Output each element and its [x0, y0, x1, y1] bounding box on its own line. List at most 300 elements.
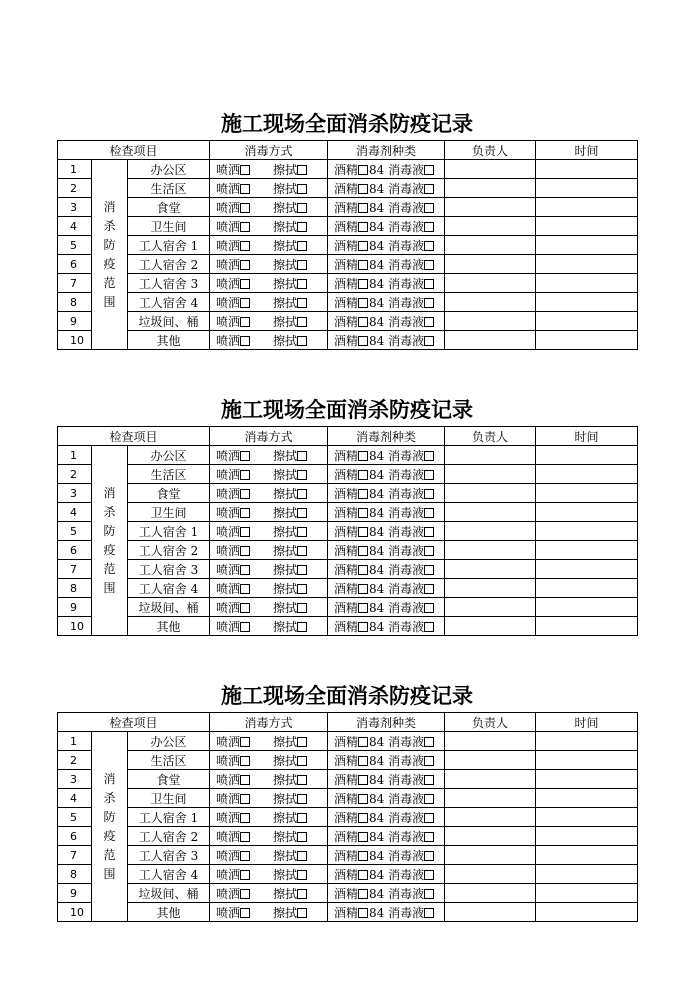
spray-checkbox[interactable] [240, 584, 250, 594]
spray-checkbox[interactable] [240, 508, 250, 518]
spray-checkbox[interactable] [240, 298, 250, 308]
wipe-label: 擦拭 [273, 619, 298, 634]
record-title: 施工现场全面消杀防疫记录 [221, 397, 473, 422]
row-number: 5 [58, 522, 92, 541]
spray-checkbox[interactable] [240, 203, 250, 213]
header-agent: 消毒剂种类 [328, 141, 445, 160]
disinfectant-checkbox[interactable] [424, 832, 434, 842]
disinfectant-checkbox[interactable] [424, 870, 434, 880]
area-name: 垃圾间、桶 [128, 884, 210, 903]
method-options [210, 312, 328, 331]
row-number: 2 [58, 465, 92, 484]
agent-options [328, 236, 445, 255]
wipe-checkbox[interactable] [297, 889, 307, 899]
time-field[interactable] [536, 274, 638, 293]
row-number: 6 [58, 541, 92, 560]
time-field[interactable] [536, 732, 638, 751]
spray-checkbox[interactable] [240, 451, 250, 461]
alcohol-checkbox[interactable] [358, 603, 368, 613]
alcohol-checkbox[interactable] [358, 813, 368, 823]
wipe-checkbox[interactable] [297, 603, 307, 613]
time-field[interactable] [536, 884, 638, 903]
agent-options [328, 770, 445, 789]
table-row [58, 198, 638, 217]
wipe-checkbox[interactable] [297, 622, 307, 632]
table-row [58, 255, 638, 274]
method-options [210, 484, 328, 503]
alcohol-checkbox[interactable] [358, 622, 368, 632]
disinfectant-checkbox[interactable] [424, 222, 434, 232]
wipe-checkbox[interactable] [297, 527, 307, 537]
disinfectant-checkbox[interactable] [424, 470, 434, 480]
area-name: 工人宿舍 4 [128, 579, 210, 598]
area-name: 工人宿舍 2 [128, 255, 210, 274]
time-field[interactable] [536, 522, 638, 541]
wipe-checkbox[interactable] [297, 451, 307, 461]
disinfectant-label: 84 消毒液 [369, 848, 425, 863]
person-field[interactable] [445, 446, 536, 465]
alcohol-checkbox[interactable] [358, 756, 368, 766]
alcohol-checkbox[interactable] [358, 489, 368, 499]
alcohol-checkbox[interactable] [358, 203, 368, 213]
wipe-checkbox[interactable] [297, 813, 307, 823]
alcohol-label: 酒精 [334, 772, 359, 787]
alcohol-label: 酒精 [334, 734, 359, 749]
disinfectant-checkbox[interactable] [424, 527, 434, 537]
alcohol-checkbox[interactable] [358, 908, 368, 918]
time-field[interactable] [536, 827, 638, 846]
method-options [210, 789, 328, 808]
table-row [58, 903, 638, 922]
disinfectant-label: 84 消毒液 [369, 600, 425, 615]
disinfectant-label: 84 消毒液 [369, 791, 425, 806]
alcohol-checkbox[interactable] [358, 184, 368, 194]
row-number: 6 [58, 255, 92, 274]
wipe-label: 擦拭 [273, 543, 298, 558]
person-field[interactable] [445, 331, 536, 350]
time-field[interactable] [536, 598, 638, 617]
agent-options [328, 846, 445, 865]
alcohol-checkbox[interactable] [358, 775, 368, 785]
row-number: 4 [58, 789, 92, 808]
method-options [210, 846, 328, 865]
alcohol-checkbox[interactable] [358, 508, 368, 518]
table-row [58, 465, 638, 484]
spray-label: 喷洒 [216, 848, 241, 863]
wipe-checkbox[interactable] [297, 222, 307, 232]
person-field[interactable] [445, 198, 536, 217]
disinfectant-checkbox[interactable] [424, 336, 434, 346]
agent-options [328, 827, 445, 846]
alcohol-label: 酒精 [334, 448, 359, 463]
person-field[interactable] [445, 751, 536, 770]
alcohol-checkbox[interactable] [358, 260, 368, 270]
person-field[interactable] [445, 732, 536, 751]
alcohol-checkbox[interactable] [358, 298, 368, 308]
method-options [210, 884, 328, 903]
wipe-label: 擦拭 [273, 753, 298, 768]
time-field[interactable] [536, 808, 638, 827]
method-options [210, 465, 328, 484]
disinfectant-label: 84 消毒液 [369, 867, 425, 882]
person-field[interactable] [445, 255, 536, 274]
alcohol-label: 酒精 [334, 314, 359, 329]
spray-checkbox[interactable] [240, 546, 250, 556]
disinfectant-label: 84 消毒液 [369, 810, 425, 825]
disinfectant-label: 84 消毒液 [369, 619, 425, 634]
spray-checkbox[interactable] [240, 737, 250, 747]
row-number: 7 [58, 846, 92, 865]
spray-checkbox[interactable] [240, 489, 250, 499]
spray-checkbox[interactable] [240, 756, 250, 766]
agent-options [328, 598, 445, 617]
alcohol-checkbox[interactable] [358, 451, 368, 461]
time-field[interactable] [536, 503, 638, 522]
person-field[interactable] [445, 827, 536, 846]
spray-checkbox[interactable] [240, 565, 250, 575]
area-name: 卫生间 [128, 503, 210, 522]
alcohol-checkbox[interactable] [358, 737, 368, 747]
alcohol-label: 酒精 [334, 162, 359, 177]
spray-checkbox[interactable] [240, 870, 250, 880]
person-field[interactable] [445, 160, 536, 179]
spray-checkbox[interactable] [240, 603, 250, 613]
wipe-checkbox[interactable] [297, 908, 307, 918]
spray-label: 喷洒 [216, 543, 241, 558]
disinfectant-label: 84 消毒液 [369, 314, 425, 329]
agent-options [328, 312, 445, 331]
time-field[interactable] [536, 179, 638, 198]
time-field[interactable] [536, 865, 638, 884]
person-field[interactable] [445, 598, 536, 617]
wipe-checkbox[interactable] [297, 546, 307, 556]
wipe-checkbox[interactable] [297, 241, 307, 251]
wipe-checkbox[interactable] [297, 470, 307, 480]
wipe-label: 擦拭 [273, 181, 298, 196]
disinfectant-label: 84 消毒液 [369, 181, 425, 196]
method-options [210, 522, 328, 541]
header-row [58, 141, 638, 160]
person-field[interactable] [445, 541, 536, 560]
spray-checkbox[interactable] [240, 889, 250, 899]
method-options [210, 617, 328, 636]
wipe-checkbox[interactable] [297, 336, 307, 346]
wipe-checkbox[interactable] [297, 737, 307, 747]
wipe-checkbox[interactable] [297, 775, 307, 785]
spray-checkbox[interactable] [240, 317, 250, 327]
person-field[interactable] [445, 236, 536, 255]
person-field[interactable] [445, 484, 536, 503]
wipe-label: 擦拭 [273, 886, 298, 901]
person-field[interactable] [445, 312, 536, 331]
disinfectant-checkbox[interactable] [424, 298, 434, 308]
spray-label: 喷洒 [216, 486, 241, 501]
spray-checkbox[interactable] [240, 260, 250, 270]
wipe-checkbox[interactable] [297, 756, 307, 766]
wipe-label: 擦拭 [273, 524, 298, 539]
alcohol-checkbox[interactable] [358, 165, 368, 175]
disinfectant-checkbox[interactable] [424, 775, 434, 785]
alcohol-checkbox[interactable] [358, 527, 368, 537]
table-row [58, 484, 638, 503]
disinfectant-checkbox[interactable] [424, 279, 434, 289]
time-field[interactable] [536, 465, 638, 484]
wipe-checkbox[interactable] [297, 298, 307, 308]
agent-options [328, 446, 445, 465]
alcohol-label: 酒精 [334, 619, 359, 634]
area-name: 生活区 [128, 465, 210, 484]
time-field[interactable] [536, 312, 638, 331]
alcohol-checkbox[interactable] [358, 546, 368, 556]
alcohol-label: 酒精 [334, 886, 359, 901]
alcohol-checkbox[interactable] [358, 336, 368, 346]
spray-checkbox[interactable] [240, 222, 250, 232]
disinfectant-checkbox[interactable] [424, 508, 434, 518]
spray-checkbox[interactable] [240, 470, 250, 480]
disinfectant-checkbox[interactable] [424, 584, 434, 594]
time-field[interactable] [536, 217, 638, 236]
person-field[interactable] [445, 503, 536, 522]
agent-options [328, 560, 445, 579]
person-field[interactable] [445, 217, 536, 236]
method-options [210, 446, 328, 465]
spray-checkbox[interactable] [240, 851, 250, 861]
table-row [58, 617, 638, 636]
alcohol-label: 酒精 [334, 848, 359, 863]
spray-label: 喷洒 [216, 162, 241, 177]
wipe-label: 擦拭 [273, 772, 298, 787]
disinfectant-label: 84 消毒液 [369, 295, 425, 310]
spray-checkbox[interactable] [240, 813, 250, 823]
spray-label: 喷洒 [216, 753, 241, 768]
time-field[interactable] [536, 198, 638, 217]
area-name: 工人宿舍 3 [128, 274, 210, 293]
time-field[interactable] [536, 331, 638, 350]
wipe-checkbox[interactable] [297, 565, 307, 575]
agent-options [328, 274, 445, 293]
spray-checkbox[interactable] [240, 241, 250, 251]
spray-label: 喷洒 [216, 886, 241, 901]
row-number: 3 [58, 198, 92, 217]
person-field[interactable] [445, 808, 536, 827]
spray-label: 喷洒 [216, 333, 241, 348]
area-name: 卫生间 [128, 789, 210, 808]
row-number: 3 [58, 770, 92, 789]
disinfectant-checkbox[interactable] [424, 737, 434, 747]
disinfectant-label: 84 消毒液 [369, 276, 425, 291]
spray-checkbox[interactable] [240, 165, 250, 175]
spray-checkbox[interactable] [240, 775, 250, 785]
person-field[interactable] [445, 770, 536, 789]
time-field[interactable] [536, 770, 638, 789]
alcohol-checkbox[interactable] [358, 279, 368, 289]
alcohol-checkbox[interactable] [358, 889, 368, 899]
wipe-checkbox[interactable] [297, 260, 307, 270]
method-options [210, 827, 328, 846]
disinfectant-checkbox[interactable] [424, 317, 434, 327]
disinfectant-checkbox[interactable] [424, 165, 434, 175]
wipe-checkbox[interactable] [297, 832, 307, 842]
area-name: 工人宿舍 4 [128, 293, 210, 312]
disinfectant-checkbox[interactable] [424, 851, 434, 861]
time-field[interactable] [536, 751, 638, 770]
method-options [210, 255, 328, 274]
wipe-checkbox[interactable] [297, 489, 307, 499]
disinfectant-checkbox[interactable] [424, 794, 434, 804]
alcohol-checkbox[interactable] [358, 832, 368, 842]
person-field[interactable] [445, 903, 536, 922]
time-field[interactable] [536, 560, 638, 579]
alcohol-checkbox[interactable] [358, 470, 368, 480]
disinfectant-checkbox[interactable] [424, 451, 434, 461]
disinfectant-checkbox[interactable] [424, 546, 434, 556]
person-field[interactable] [445, 865, 536, 884]
person-field[interactable] [445, 293, 536, 312]
spray-label: 喷洒 [216, 619, 241, 634]
alcohol-checkbox[interactable] [358, 317, 368, 327]
alcohol-checkbox[interactable] [358, 584, 368, 594]
person-field[interactable] [445, 846, 536, 865]
wipe-checkbox[interactable] [297, 584, 307, 594]
disinfectant-checkbox[interactable] [424, 203, 434, 213]
time-field[interactable] [536, 484, 638, 503]
time-field[interactable] [536, 293, 638, 312]
wipe-label: 擦拭 [273, 257, 298, 272]
wipe-checkbox[interactable] [297, 184, 307, 194]
disinfectant-checkbox[interactable] [424, 260, 434, 270]
alcohol-label: 酒精 [334, 867, 359, 882]
disinfectant-checkbox[interactable] [424, 603, 434, 613]
area-name: 食堂 [128, 198, 210, 217]
disinfectant-checkbox[interactable] [424, 184, 434, 194]
time-field[interactable] [536, 579, 638, 598]
spray-checkbox[interactable] [240, 832, 250, 842]
person-field[interactable] [445, 274, 536, 293]
spray-checkbox[interactable] [240, 527, 250, 537]
table-row [58, 179, 638, 198]
time-field[interactable] [536, 846, 638, 865]
table-row [58, 274, 638, 293]
method-options [210, 160, 328, 179]
disinfectant-checkbox[interactable] [424, 908, 434, 918]
alcohol-label: 酒精 [334, 295, 359, 310]
wipe-checkbox[interactable] [297, 870, 307, 880]
wipe-checkbox[interactable] [297, 508, 307, 518]
disinfectant-label: 84 消毒液 [369, 524, 425, 539]
person-field[interactable] [445, 465, 536, 484]
method-options [210, 808, 328, 827]
wipe-checkbox[interactable] [297, 317, 307, 327]
spray-checkbox[interactable] [240, 279, 250, 289]
header-agent: 消毒剂种类 [328, 427, 445, 446]
time-field[interactable] [536, 236, 638, 255]
person-field[interactable] [445, 522, 536, 541]
area-name: 办公区 [128, 160, 210, 179]
time-field[interactable] [536, 617, 638, 636]
person-field[interactable] [445, 884, 536, 903]
wipe-checkbox[interactable] [297, 165, 307, 175]
wipe-checkbox[interactable] [297, 203, 307, 213]
wipe-label: 擦拭 [273, 905, 298, 920]
alcohol-checkbox[interactable] [358, 870, 368, 880]
spray-checkbox[interactable] [240, 184, 250, 194]
alcohol-checkbox[interactable] [358, 794, 368, 804]
alcohol-checkbox[interactable] [358, 565, 368, 575]
alcohol-checkbox[interactable] [358, 241, 368, 251]
disinfectant-checkbox[interactable] [424, 756, 434, 766]
row-number: 2 [58, 179, 92, 198]
disinfectant-label: 84 消毒液 [369, 162, 425, 177]
spray-label: 喷洒 [216, 238, 241, 253]
person-field[interactable] [445, 579, 536, 598]
spray-checkbox[interactable] [240, 336, 250, 346]
wipe-checkbox[interactable] [297, 279, 307, 289]
disinfectant-checkbox[interactable] [424, 241, 434, 251]
table-row [58, 293, 638, 312]
table-row [58, 732, 638, 751]
spray-label: 喷洒 [216, 581, 241, 596]
table-row [58, 579, 638, 598]
wipe-checkbox[interactable] [297, 794, 307, 804]
row-number: 8 [58, 865, 92, 884]
time-field[interactable] [536, 160, 638, 179]
disinfectant-checkbox[interactable] [424, 889, 434, 899]
area-name: 卫生间 [128, 217, 210, 236]
time-field[interactable] [536, 541, 638, 560]
alcohol-label: 酒精 [334, 505, 359, 520]
spray-checkbox[interactable] [240, 794, 250, 804]
alcohol-checkbox[interactable] [358, 222, 368, 232]
disinfectant-checkbox[interactable] [424, 813, 434, 823]
person-field[interactable] [445, 789, 536, 808]
person-field[interactable] [445, 179, 536, 198]
disinfectant-checkbox[interactable] [424, 565, 434, 575]
agent-options [328, 522, 445, 541]
spray-label: 喷洒 [216, 314, 241, 329]
person-field[interactable] [445, 560, 536, 579]
alcohol-label: 酒精 [334, 238, 359, 253]
spray-checkbox[interactable] [240, 622, 250, 632]
row-number: 9 [58, 598, 92, 617]
person-field[interactable] [445, 617, 536, 636]
spray-label: 喷洒 [216, 181, 241, 196]
agent-options [328, 198, 445, 217]
table-row [58, 522, 638, 541]
disinfectant-checkbox[interactable] [424, 489, 434, 499]
time-field[interactable] [536, 789, 638, 808]
method-options [210, 770, 328, 789]
time-field[interactable] [536, 255, 638, 274]
alcohol-checkbox[interactable] [358, 851, 368, 861]
method-options [210, 236, 328, 255]
disinfectant-checkbox[interactable] [424, 622, 434, 632]
time-field[interactable] [536, 903, 638, 922]
wipe-label: 擦拭 [273, 810, 298, 825]
area-name: 工人宿舍 3 [128, 560, 210, 579]
method-options [210, 751, 328, 770]
time-field[interactable] [536, 446, 638, 465]
wipe-checkbox[interactable] [297, 851, 307, 861]
spray-checkbox[interactable] [240, 908, 250, 918]
scope-cell [92, 732, 128, 922]
scope-label: 消杀防疫范围 [103, 485, 116, 595]
table-row [58, 541, 638, 560]
method-options [210, 217, 328, 236]
table-row [58, 751, 638, 770]
disinfectant-label: 84 消毒液 [369, 219, 425, 234]
agent-options [328, 541, 445, 560]
method-options [210, 541, 328, 560]
